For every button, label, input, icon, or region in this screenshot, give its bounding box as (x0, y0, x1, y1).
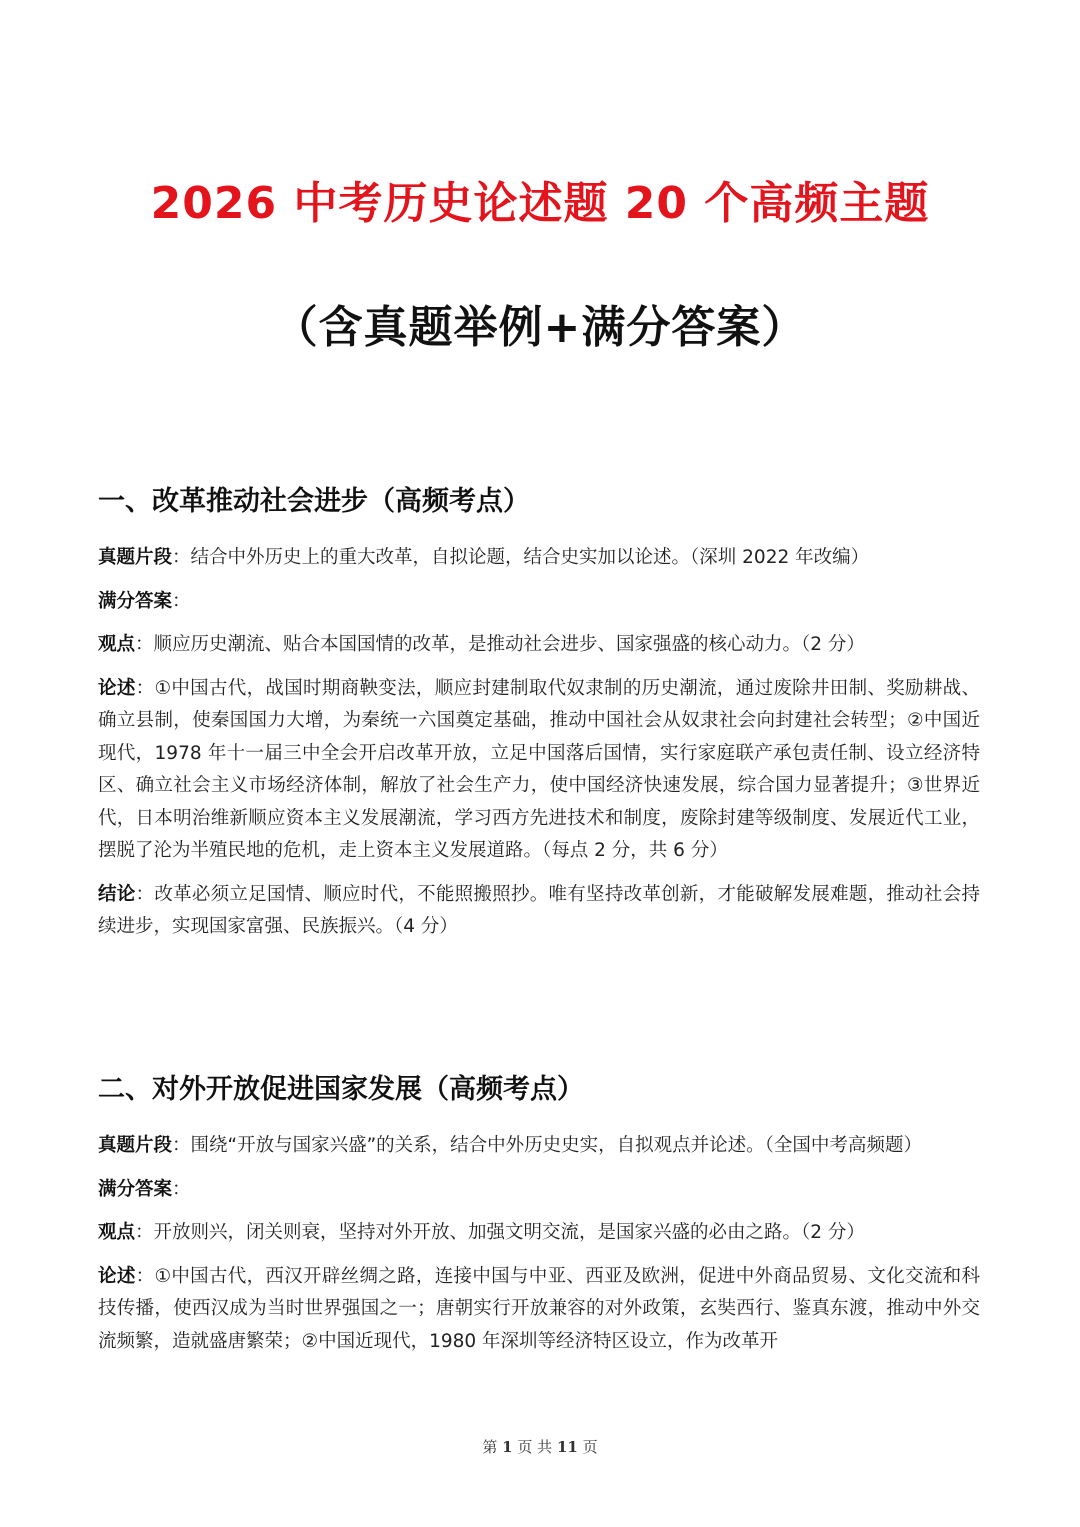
page-current: 1 (502, 1438, 513, 1456)
question-excerpt (98, 542, 980, 575)
viewpoint (98, 1217, 980, 1250)
viewpoint (98, 629, 980, 662)
question-label: 真题片段 (98, 547, 173, 568)
document-title: 2026 中考历史论述题 20 个高频主题 (150, 178, 930, 229)
section-heading: 一、改革推动社会进步（高频考点） (98, 486, 530, 517)
argument (98, 1261, 980, 1359)
full-score-answer (98, 586, 980, 619)
question-text: ：结合中外历史上的重大改革，自拟论题，结合史实加以论述。（深圳 2022 年改编） (172, 547, 870, 568)
footer-middle: 页 共 (517, 1438, 553, 1456)
argument-label: 论述 (98, 677, 136, 699)
argument-label: 论述 (98, 1265, 136, 1287)
conclusion (98, 879, 980, 944)
conclusion-label: 结论 (98, 883, 136, 905)
viewpoint-label: 观点 (98, 634, 136, 655)
section-heading: 二、对外开放促进国家发展（高频考点） (98, 1074, 584, 1105)
argument-text: ：①中国古代，西汉开辟丝绸之路，连接中国与中亚、西亚及欧洲，促进中外商品贸易、文化交流和科技传播，使西汉成为当时世界强国之一；唐朝实行开放兼容的对外政策，玄奘西行、鉴真东渡，推动中外交流频繁，造就盛唐繁荣；②中国近现代，1980 年深圳等经济特区设立，作为改革开 (98, 1265, 980, 1352)
question-excerpt (98, 1130, 980, 1163)
section-reform (98, 480, 980, 955)
argument (98, 673, 980, 868)
viewpoint-text: ：顺应历史潮流、贴合本国国情的改革，是推动社会进步、国家强盛的核心动力。（2 分） (135, 634, 865, 655)
page-footer (0, 1436, 1080, 1458)
document-subtitle: （含真题举例+满分答案） (273, 302, 807, 353)
argument-text: ：①中国古代，战国时期商鞅变法，顺应封建制取代奴隶制的历史潮流，通过废除井田制、奖励耕战、确立县制，使秦国国力大增，为秦统一六国奠定基础，推动中国社会从奴隶社会向封建社会转型；②中国近现代，1978 年十一届三中全会开启改革开放，立足中国落后国情，实行家庭联产承包责任制、设立经济特区、确立社会主义市场经济体制，解放了社会生产力，使中国经济快速发展，综合国力显著提升；③世界近代，日本明治维新顺应资本主义发展潮流，学习西方先进技术和制度，废除封建等级制度、发展近代工业，摆脱了沦为半殖民地的危机，走上资本主义发展道路。（每点 2 分，共 6 分） (98, 677, 980, 861)
answer-colon: ： (172, 590, 191, 612)
question-text: ：围绕“开放与国家兴盛”的关系，结合中外历史史实，自拟观点并论述。（全国中考高频题） (172, 1135, 922, 1156)
answer-colon: ： (172, 1178, 191, 1200)
conclusion-text: ：改革必须立足国情、顺应时代，不能照搬照抄。唯有坚持改革创新，才能破解发展难题，推动社会持续进步，实现国家富强、民族振兴。（4 分） (98, 883, 980, 937)
viewpoint-text: ：开放则兴，闭关则衰，坚持对外开放、加强文明交流，是国家兴盛的必由之路。（2 分） (135, 1222, 865, 1243)
section-opening-up (98, 1068, 980, 1369)
full-score-answer (98, 1174, 980, 1207)
answer-label: 满分答案 (98, 1178, 173, 1200)
answer-label: 满分答案 (98, 590, 173, 612)
page-total: 11 (556, 1438, 578, 1456)
footer-prefix: 第 (482, 1438, 498, 1456)
viewpoint-label: 观点 (98, 1222, 136, 1243)
question-label: 真题片段 (98, 1135, 173, 1156)
footer-suffix: 页 (582, 1438, 598, 1456)
